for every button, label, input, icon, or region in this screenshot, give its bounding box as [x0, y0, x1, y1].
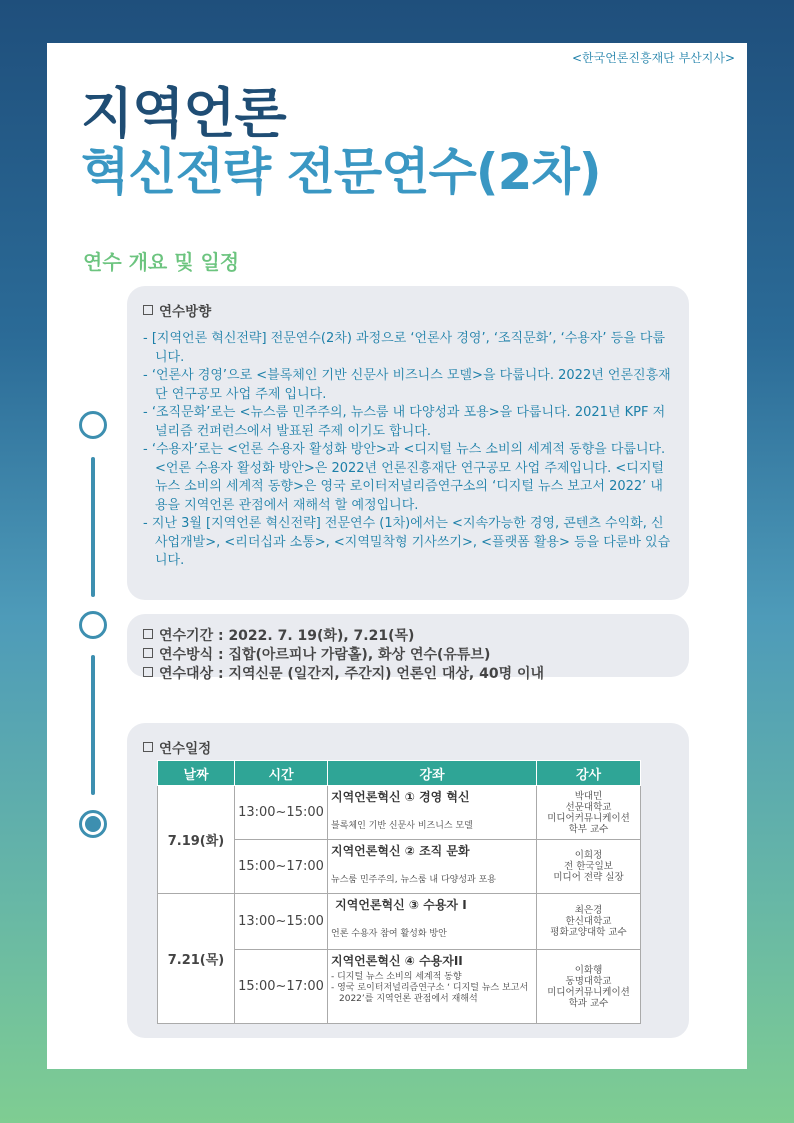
timeline-dot-icon [85, 816, 101, 832]
lecture-title: 지역언론혁신 ① 경영 혁신 [331, 790, 470, 804]
checkbox-square-icon [143, 305, 153, 315]
timeline-line [91, 457, 95, 597]
time-cell: 13:00~15:00 [235, 786, 328, 840]
direction-title: 연수방향 [143, 300, 671, 320]
lecture-title: 지역언론혁신 ② 조직 문화 [331, 844, 470, 858]
title-line-2: 혁신전략 전문연수(2차) [81, 143, 601, 201]
teacher-cell: 이화행 동명대학교 미디어커뮤니케이션 학과 교수 [537, 950, 641, 1024]
lecture-cell [328, 786, 537, 840]
lecture-subtitle: 뉴스룸 민주주의, 뉴스룸 내 다양성과 포용 [331, 875, 496, 885]
time-cell: 13:00~15:00 [235, 894, 328, 950]
lecture-cell [328, 840, 537, 894]
timeline-line [91, 655, 95, 795]
target-line: 연수대상 : 지역신문 (일간지, 주간지) 언론인 대상, 40명 이내 [143, 665, 671, 684]
direction-bullet: - ‘수용자’로는 <언론 수용자 활성화 방안>과 <디지털 뉴스 소비의 세계적 동향을 다룹니다. <언론 수용자 활성화 방안>은 2022년 언론진흥재단 연구공모 사업 주제입니다. <디지털 뉴스 소비의 세계적 동향>은 영국 로이터저널리즘연구소의 ‘디지털 뉴스 보고서 2022’ 내용을 지역언론 관점에서 재해석 할 예정입니다. [143, 442, 666, 513]
teacher-cell: 이희정 전 한국일보 미디어 전략 실장 [537, 840, 641, 894]
header-time: 시간 [235, 761, 328, 786]
header-teacher: 강사 [537, 761, 641, 786]
period-line: 연수기간 : 2022. 7. 19(화), 7.21(목) [143, 627, 671, 646]
time-cell: 15:00~17:00 [235, 840, 328, 894]
schedule-title: 연수일정 [143, 737, 671, 757]
document-page [47, 43, 747, 1069]
lecture-title: 지역언론혁신 ④ 수용자II [331, 954, 463, 968]
lecture-items [331, 972, 533, 1005]
timeline-circle-icon [79, 611, 107, 639]
lecture-subtitle: 언론 수용자 참여 활성화 방안 [331, 929, 447, 939]
organization-label: <한국언론진흥재단 부산지사> [571, 51, 735, 65]
title-line-1: 지역언론 [81, 82, 286, 145]
direction-bullets [143, 330, 671, 571]
date-cell: 7.19(화) [158, 786, 235, 894]
table-row [158, 786, 641, 840]
teacher-cell: 최은경 한신대학교 평화교양대학 교수 [537, 894, 641, 950]
lecture-item: - 디지털 뉴스 소비의 세계적 동향 [331, 972, 462, 982]
teacher-cell: 박대민 선문대학교 미디어커뮤니케이션 학부 교수 [537, 786, 641, 840]
table-header-row [158, 761, 641, 786]
date-cell: 7.21(목) [158, 894, 235, 1024]
lecture-item: - 영국 로이터저널리즘연구소 ‘ 디지털 뉴스 보고서 2022’를 지역언론 관점에서 재해석 [331, 983, 529, 1004]
checkbox-square-icon [143, 629, 153, 639]
header-date: 날짜 [158, 761, 235, 786]
timeline-current-circle-icon [79, 810, 107, 838]
schedule-table [157, 760, 641, 1024]
section-heading: 연수 개요 및 일정 [83, 250, 240, 274]
direction-bullet: - ‘언론사 경영’으로 <블록체인 기반 신문사 비즈니스 모델>을 다룹니다. 2022년 언론진흥재단 연구공모 사업 주제 입니다. [143, 368, 671, 402]
header-lecture: 강좌 [328, 761, 537, 786]
info-box [127, 614, 689, 682]
method-line: 연수방식 : 집합(아르피나 가람홀), 화상 연수(유튜브) [143, 646, 671, 665]
lecture-cell [328, 950, 537, 1024]
direction-box [127, 286, 689, 600]
schedule-box [127, 723, 689, 1038]
checkbox-square-icon [143, 648, 153, 658]
checkbox-square-icon [143, 742, 153, 752]
lecture-subtitle: 블록체인 기반 신문사 비즈니스 모델 [331, 821, 473, 831]
direction-bullet: - [지역언론 혁신전략] 전문연수(2차) 과정으로 ‘언론사 경영’, ‘조직문화’, ‘수용자’ 등을 다룹니다. [143, 331, 666, 365]
time-cell: 15:00~17:00 [235, 950, 328, 1024]
direction-bullet: - ‘조직문화’로는 <뉴스룸 민주주의, 뉴스룸 내 다양성과 포용>을 다룹니다. 2021년 KPF 저널리즘 컨퍼런스에서 발표된 주제 이기도 합니다. [143, 405, 666, 439]
checkbox-square-icon [143, 667, 153, 677]
timeline-circle-icon [79, 411, 107, 439]
table-row [158, 894, 641, 950]
lecture-cell [328, 894, 537, 950]
lecture-title: 지역언론혁신 ③ 수용자 I [331, 898, 467, 912]
direction-bullet: - 지난 3월 [지역언론 혁신전략] 전문연수 (1차)에서는 <지속가능한 경영, 콘텐츠 수익화, 신사업개발>, <리더십과 소통>, <지역밀착형 기사쓰기>, <플랫폼 활용> 등을 다룬바 있습니다. [143, 516, 671, 568]
